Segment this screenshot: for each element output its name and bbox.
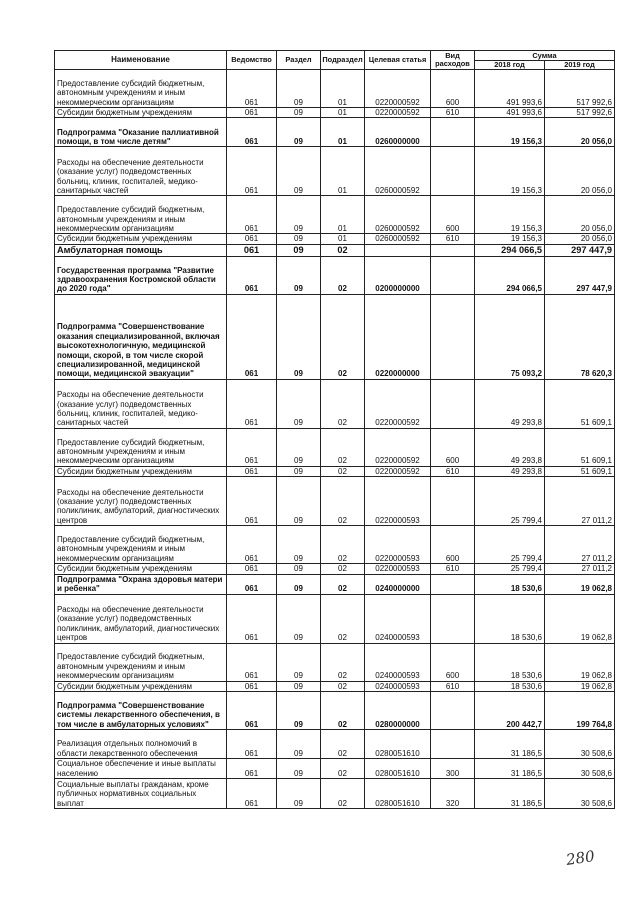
row-name: Предоставление субсидий бюджетным, автономным учреждениям и иным некоммерческим организациям — [55, 70, 227, 108]
row-sum-2019: 30 508,6 — [545, 779, 615, 809]
row-vid — [431, 118, 475, 147]
header-razdel: Раздел — [277, 51, 321, 70]
row-podrazdel: 01 — [321, 147, 365, 196]
row-target: 0240000000 — [365, 574, 431, 594]
row-vid — [431, 244, 475, 256]
row-name: Подпрограмма "Совершенствование оказания специализированной, включая высокотехнологичную, медицинской помощи, скорой, в том числе скорой специализированной, медицинской помощи, медицинской эвакуации" — [55, 294, 227, 379]
row-vedomstvo: 061 — [227, 594, 277, 643]
row-vedomstvo: 061 — [227, 574, 277, 594]
header-2018: 2018 год — [475, 61, 545, 70]
row-target: 0280051610 — [365, 779, 431, 809]
table-row — [55, 147, 615, 196]
header-summa: Сумма — [475, 51, 615, 61]
row-vedomstvo: 061 — [227, 118, 277, 147]
row-sum-2018: 491 993,6 — [475, 108, 545, 118]
row-razdel: 09 — [277, 574, 321, 594]
row-razdel: 09 — [277, 681, 321, 691]
row-razdel: 09 — [277, 234, 321, 244]
row-sum-2018: 49 293,8 — [475, 379, 545, 428]
row-vedomstvo: 061 — [227, 681, 277, 691]
row-target: 0200000000 — [365, 256, 431, 294]
row-sum-2019: 51 609,1 — [545, 428, 615, 466]
row-vedomstvo: 061 — [227, 294, 277, 379]
row-name: Субсидии бюджетным учреждениям — [55, 564, 227, 574]
row-sum-2019: 20 056,0 — [545, 118, 615, 147]
row-target: 0260000592 — [365, 147, 431, 196]
row-sum-2019: 51 609,1 — [545, 379, 615, 428]
table-row — [55, 294, 615, 379]
row-podrazdel: 02 — [321, 643, 365, 681]
row-sum-2019: 517 992,6 — [545, 108, 615, 118]
row-razdel: 09 — [277, 730, 321, 759]
table-row — [55, 594, 615, 643]
table-row — [55, 759, 615, 779]
row-sum-2018: 25 799,4 — [475, 564, 545, 574]
row-target: 0220000592 — [365, 108, 431, 118]
row-sum-2019: 78 620,3 — [545, 294, 615, 379]
row-vedomstvo: 061 — [227, 70, 277, 108]
header-2019: 2019 год — [545, 61, 615, 70]
row-sum-2018: 200 442,7 — [475, 692, 545, 730]
row-vid — [431, 730, 475, 759]
row-sum-2018: 18 530,6 — [475, 594, 545, 643]
row-name: Предоставление субсидий бюджетным, автономным учреждениям и иным некоммерческим организациям — [55, 526, 227, 564]
row-target: 0280051610 — [365, 759, 431, 779]
row-target: 0240000593 — [365, 643, 431, 681]
row-target: 0220000592 — [365, 70, 431, 108]
row-podrazdel: 02 — [321, 594, 365, 643]
row-sum-2018: 75 093,2 — [475, 294, 545, 379]
row-name: Подпрограмма "Оказание паллиативной помощи, в том числе детям" — [55, 118, 227, 147]
row-razdel: 09 — [277, 526, 321, 564]
table-row — [55, 466, 615, 476]
row-target: 0240000593 — [365, 594, 431, 643]
table-row — [55, 526, 615, 564]
header-target: Целевая статья — [365, 51, 431, 70]
row-sum-2019: 30 508,6 — [545, 730, 615, 759]
row-podrazdel: 01 — [321, 196, 365, 234]
row-podrazdel: 02 — [321, 466, 365, 476]
table-row — [55, 730, 615, 759]
row-sum-2018: 19 156,3 — [475, 147, 545, 196]
budget-table — [54, 50, 615, 809]
row-razdel: 09 — [277, 692, 321, 730]
row-vedomstvo: 061 — [227, 477, 277, 526]
row-vedomstvo: 061 — [227, 196, 277, 234]
row-vedomstvo: 061 — [227, 692, 277, 730]
table-row — [55, 118, 615, 147]
row-vid — [431, 477, 475, 526]
row-name: Предоставление субсидий бюджетным, автономным учреждениям и иным некоммерческим организациям — [55, 643, 227, 681]
row-name: Расходы на обеспечение деятельности (оказание услуг) подведомственных больниц, клиник, госпиталей, медико-санитарных частей — [55, 147, 227, 196]
row-sum-2019: 19 062,8 — [545, 594, 615, 643]
row-vid — [431, 256, 475, 294]
row-sum-2019: 19 062,8 — [545, 681, 615, 691]
row-vedomstvo: 061 — [227, 234, 277, 244]
row-target: 0220000593 — [365, 526, 431, 564]
handwritten-page-number: 280 — [564, 847, 596, 869]
row-target: 0260000592 — [365, 196, 431, 234]
row-podrazdel: 01 — [321, 118, 365, 147]
row-sum-2019: 20 056,0 — [545, 196, 615, 234]
row-sum-2019: 20 056,0 — [545, 147, 615, 196]
row-vid: 600 — [431, 526, 475, 564]
row-name: Субсидии бюджетным учреждениям — [55, 234, 227, 244]
row-name: Реализация отдельных полномочий в области лекарственного обеспечения — [55, 730, 227, 759]
row-podrazdel: 01 — [321, 234, 365, 244]
row-vedomstvo: 061 — [227, 244, 277, 256]
row-podrazdel: 02 — [321, 379, 365, 428]
row-razdel: 09 — [277, 477, 321, 526]
row-podrazdel: 02 — [321, 526, 365, 564]
row-sum-2018: 31 186,5 — [475, 759, 545, 779]
row-sum-2018: 49 293,8 — [475, 466, 545, 476]
row-sum-2018: 19 156,3 — [475, 118, 545, 147]
row-podrazdel: 02 — [321, 779, 365, 809]
row-sum-2019: 19 062,8 — [545, 574, 615, 594]
row-razdel: 09 — [277, 256, 321, 294]
table-row — [55, 379, 615, 428]
table-row — [55, 779, 615, 809]
row-vid: 600 — [431, 196, 475, 234]
row-vid: 610 — [431, 234, 475, 244]
row-vid: 300 — [431, 759, 475, 779]
header-vid: Вид расходов — [431, 51, 475, 70]
row-name: Расходы на обеспечение деятельности (оказание услуг) подведомственных больниц, клиник, госпиталей, медико-санитарных частей — [55, 379, 227, 428]
row-razdel: 09 — [277, 118, 321, 147]
row-vid: 610 — [431, 466, 475, 476]
row-vedomstvo: 061 — [227, 730, 277, 759]
row-name: Подпрограмма "Охрана здоровья матери и ребенка" — [55, 574, 227, 594]
row-vid: 610 — [431, 108, 475, 118]
row-vedomstvo: 061 — [227, 466, 277, 476]
row-sum-2018: 25 799,4 — [475, 526, 545, 564]
row-razdel: 09 — [277, 643, 321, 681]
row-podrazdel: 01 — [321, 70, 365, 108]
row-vedomstvo: 061 — [227, 564, 277, 574]
row-sum-2019: 297 447,9 — [545, 256, 615, 294]
row-razdel: 09 — [277, 428, 321, 466]
row-sum-2018: 294 066,5 — [475, 256, 545, 294]
row-sum-2019: 27 011,2 — [545, 526, 615, 564]
table-row — [55, 256, 615, 294]
header-podrazdel: Подраздел — [321, 51, 365, 70]
header-vedomstvo: Ведомство — [227, 51, 277, 70]
row-sum-2018: 19 156,3 — [475, 234, 545, 244]
row-vid: 610 — [431, 564, 475, 574]
row-sum-2018: 25 799,4 — [475, 477, 545, 526]
row-sum-2018: 19 156,3 — [475, 196, 545, 234]
row-target: 0280000000 — [365, 692, 431, 730]
row-name: Предоставление субсидий бюджетным, автономным учреждениям и иным некоммерческим организациям — [55, 428, 227, 466]
row-vedomstvo: 061 — [227, 779, 277, 809]
table-row — [55, 196, 615, 234]
row-sum-2019: 199 764,8 — [545, 692, 615, 730]
table-row — [55, 70, 615, 108]
row-target: 0280051610 — [365, 730, 431, 759]
table-row — [55, 108, 615, 118]
row-podrazdel: 02 — [321, 759, 365, 779]
row-name: Социальное обеспечение и иные выплаты населению — [55, 759, 227, 779]
table-row — [55, 244, 615, 256]
row-name: Расходы на обеспечение деятельности (оказание услуг) подведомственных поликлиник, амбулаторий, диагностических центров — [55, 477, 227, 526]
row-razdel: 09 — [277, 379, 321, 428]
row-vid: 610 — [431, 681, 475, 691]
row-vid — [431, 594, 475, 643]
row-vid: 600 — [431, 70, 475, 108]
row-podrazdel: 02 — [321, 574, 365, 594]
table-row — [55, 428, 615, 466]
row-sum-2019: 297 447,9 — [545, 244, 615, 256]
row-target: 0260000000 — [365, 118, 431, 147]
row-podrazdel: 02 — [321, 294, 365, 379]
row-name: Предоставление субсидий бюджетным, автономным учреждениям и иным некоммерческим организациям — [55, 196, 227, 234]
table-row — [55, 692, 615, 730]
row-target: 0220000593 — [365, 564, 431, 574]
row-vedomstvo: 061 — [227, 147, 277, 196]
row-razdel: 09 — [277, 196, 321, 234]
row-name: Субсидии бюджетным учреждениям — [55, 466, 227, 476]
row-podrazdel: 02 — [321, 564, 365, 574]
row-sum-2019: 51 609,1 — [545, 466, 615, 476]
row-target — [365, 244, 431, 256]
row-vid — [431, 692, 475, 730]
row-sum-2019: 19 062,8 — [545, 643, 615, 681]
row-target: 0220000000 — [365, 294, 431, 379]
table-row — [55, 564, 615, 574]
row-vid — [431, 147, 475, 196]
table-row — [55, 643, 615, 681]
table-row — [55, 477, 615, 526]
row-sum-2018: 31 186,5 — [475, 730, 545, 759]
row-razdel: 09 — [277, 779, 321, 809]
row-podrazdel: 02 — [321, 730, 365, 759]
row-vedomstvo: 061 — [227, 759, 277, 779]
row-name: Субсидии бюджетным учреждениям — [55, 108, 227, 118]
row-sum-2019: 517 992,6 — [545, 70, 615, 108]
row-target: 0260000592 — [365, 234, 431, 244]
row-name: Подпрограмма "Совершенствование системы лекарственного обеспечения, в том числе в амбулаторных условиях" — [55, 692, 227, 730]
row-sum-2018: 18 530,6 — [475, 681, 545, 691]
row-sum-2018: 491 993,6 — [475, 70, 545, 108]
row-podrazdel: 02 — [321, 477, 365, 526]
row-razdel: 09 — [277, 564, 321, 574]
row-name: Расходы на обеспечение деятельности (оказание услуг) подведомственных поликлиник, амбулаторий, диагностических центров — [55, 594, 227, 643]
row-sum-2019: 27 011,2 — [545, 477, 615, 526]
row-podrazdel: 02 — [321, 244, 365, 256]
row-name: Субсидии бюджетным учреждениям — [55, 681, 227, 691]
row-vedomstvo: 061 — [227, 256, 277, 294]
row-vid: 320 — [431, 779, 475, 809]
row-vid — [431, 294, 475, 379]
row-sum-2018: 49 293,8 — [475, 428, 545, 466]
row-podrazdel: 01 — [321, 108, 365, 118]
row-podrazdel: 02 — [321, 428, 365, 466]
row-sum-2018: 18 530,6 — [475, 574, 545, 594]
row-vedomstvo: 061 — [227, 643, 277, 681]
row-vid — [431, 574, 475, 594]
header-name: Наименование — [55, 51, 227, 70]
row-target: 0240000593 — [365, 681, 431, 691]
table-row — [55, 681, 615, 691]
row-name: Государственная программа "Развитие здравоохранения Костромской области до 2020 года" — [55, 256, 227, 294]
table-row — [55, 234, 615, 244]
row-vedomstvo: 061 — [227, 526, 277, 564]
row-sum-2019: 20 056,0 — [545, 234, 615, 244]
row-vedomstvo: 061 — [227, 108, 277, 118]
row-razdel: 09 — [277, 294, 321, 379]
row-target: 0220000592 — [365, 379, 431, 428]
row-sum-2019: 27 011,2 — [545, 564, 615, 574]
row-vedomstvo: 061 — [227, 428, 277, 466]
row-target: 0220000593 — [365, 477, 431, 526]
row-vid: 600 — [431, 428, 475, 466]
row-target: 0220000592 — [365, 466, 431, 476]
row-podrazdel: 02 — [321, 692, 365, 730]
row-razdel: 09 — [277, 147, 321, 196]
row-razdel: 09 — [277, 108, 321, 118]
row-razdel: 09 — [277, 70, 321, 108]
row-sum-2018: 294 066,5 — [475, 244, 545, 256]
row-vid — [431, 379, 475, 428]
table-body — [55, 70, 615, 809]
row-sum-2018: 31 186,5 — [475, 779, 545, 809]
table-row — [55, 574, 615, 594]
row-sum-2019: 30 508,6 — [545, 759, 615, 779]
row-razdel: 09 — [277, 466, 321, 476]
row-podrazdel: 02 — [321, 256, 365, 294]
row-vedomstvo: 061 — [227, 379, 277, 428]
row-target: 0220000592 — [365, 428, 431, 466]
row-podrazdel: 02 — [321, 681, 365, 691]
row-name: Амбулаторная помощь — [55, 244, 227, 256]
row-razdel: 09 — [277, 594, 321, 643]
row-sum-2018: 18 530,6 — [475, 643, 545, 681]
row-razdel: 09 — [277, 244, 321, 256]
budget-table-sheet — [54, 50, 614, 809]
row-vid: 600 — [431, 643, 475, 681]
row-razdel: 09 — [277, 759, 321, 779]
row-name: Социальные выплаты гражданам, кроме публичных нормативных социальных выплат — [55, 779, 227, 809]
